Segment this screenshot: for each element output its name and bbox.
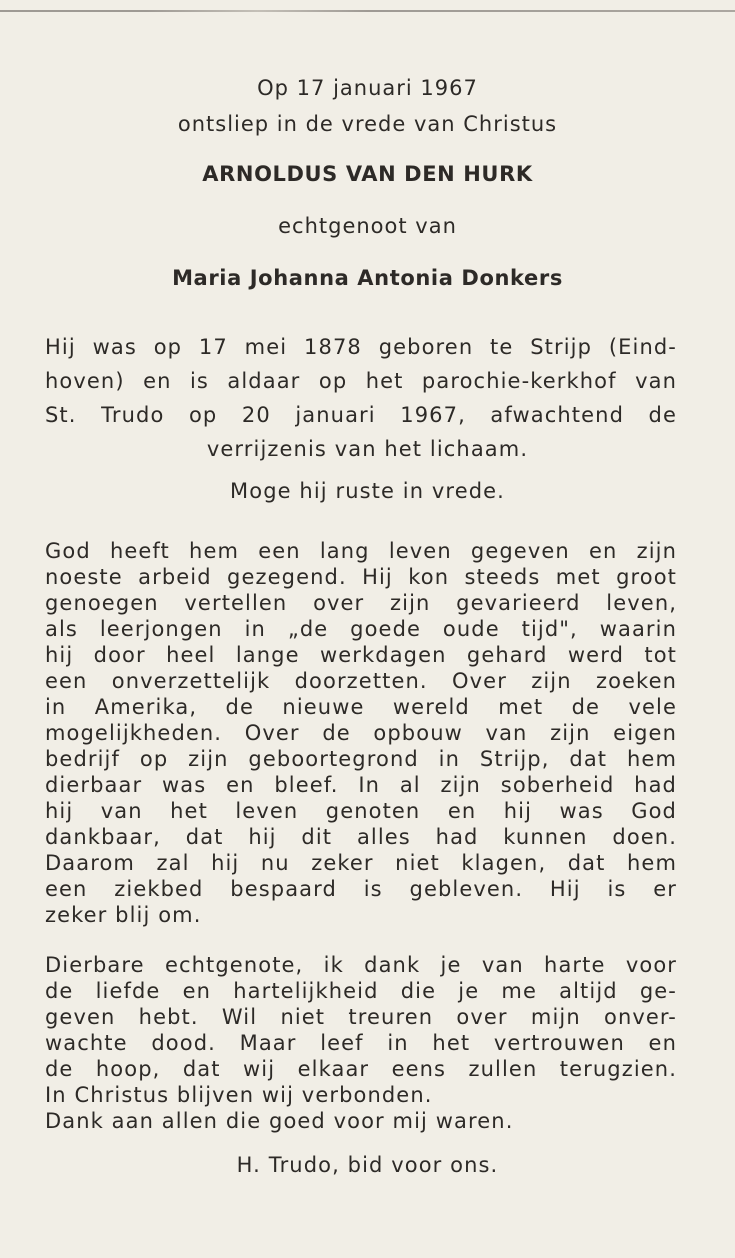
- farewell-line: de liefde en hartelijkheid die je me altijd ge-: [45, 979, 677, 1003]
- tribute-line: Daarom zal hij nu zeker niet klagen, dat hem: [45, 851, 677, 875]
- farewell-line: de hoop, dat wij elkaar eens zullen terugzien.: [45, 1057, 677, 1081]
- tribute-line: als leerjongen in „de goede oude tijd", waarin: [45, 617, 677, 641]
- closing-prayer: H. Trudo, bid voor ons.: [236, 1153, 499, 1177]
- tribute-line: dierbaar was en bleef. In al zijn soberheid had: [45, 773, 677, 797]
- tribute-line: noeste arbeid gezegend. Hij kon steeds met groot: [45, 565, 677, 589]
- tribute-line: een ziekbed bespaard is gebleven. Hij is er: [45, 877, 677, 901]
- tribute-line: dankbaar, dat hij dit alles had kunnen doen.: [45, 825, 677, 849]
- tribute-line: zeker blij om.: [45, 903, 202, 927]
- farewell-line: wachte dood. Maar leef in het vertrouwen en: [45, 1031, 677, 1055]
- deceased-name: ARNOLDUS VAN DEN HURK: [202, 162, 533, 186]
- tribute-line: hij van het leven genoten en hij was God: [45, 799, 677, 823]
- died-line: ontsliep in de vrede van Christus: [177, 112, 558, 136]
- bio-line: St. Trudo op 20 januari 1967, afwachtend de: [45, 403, 677, 427]
- date-line: Op 17 januari 1967: [257, 76, 478, 100]
- bio-line: hoven) en is aldaar op het parochie-kerkhof van: [45, 369, 677, 393]
- spouse-intro: echtgenoot van: [278, 214, 457, 238]
- tribute-line: genoegen vertellen over zijn gevarieerd leven,: [45, 591, 677, 615]
- bio-line: verrijzenis van het lichaam.: [206, 437, 529, 461]
- tribute-line: mogelijkheden. Over de opbouw van zijn eigen: [45, 721, 677, 745]
- tribute-line: hij door heel lange werkdagen gehard werd tot: [45, 643, 677, 667]
- farewell-line: Dierbare echtgenote, ik dank je van harte voor: [45, 953, 677, 977]
- tribute-line: God heeft hem een lang leven gegeven en zijn: [45, 539, 677, 563]
- bio-line: Hij was op 17 mei 1878 geboren te Strijp (Eind-: [45, 335, 677, 359]
- tribute-line: een onverzettelijk doorzetten. Over zijn zoeken: [45, 669, 677, 693]
- top-edge-line: [0, 10, 735, 12]
- tribute-line: bedrijf op zijn geboortegrond in Strijp, dat hem: [45, 747, 677, 771]
- rest-line: Moge hij ruste in vrede.: [230, 479, 505, 503]
- farewell-line: geven hebt. Wil niet treuren over mijn onver-: [45, 1005, 677, 1029]
- tribute-line: in Amerika, de nieuwe wereld met de vele: [45, 695, 677, 719]
- spouse-name: Maria Johanna Antonia Donkers: [172, 266, 563, 290]
- farewell-line: In Christus blijven wij verbonden.: [45, 1083, 433, 1107]
- farewell-line: Dank aan allen die goed voor mij waren.: [45, 1109, 514, 1133]
